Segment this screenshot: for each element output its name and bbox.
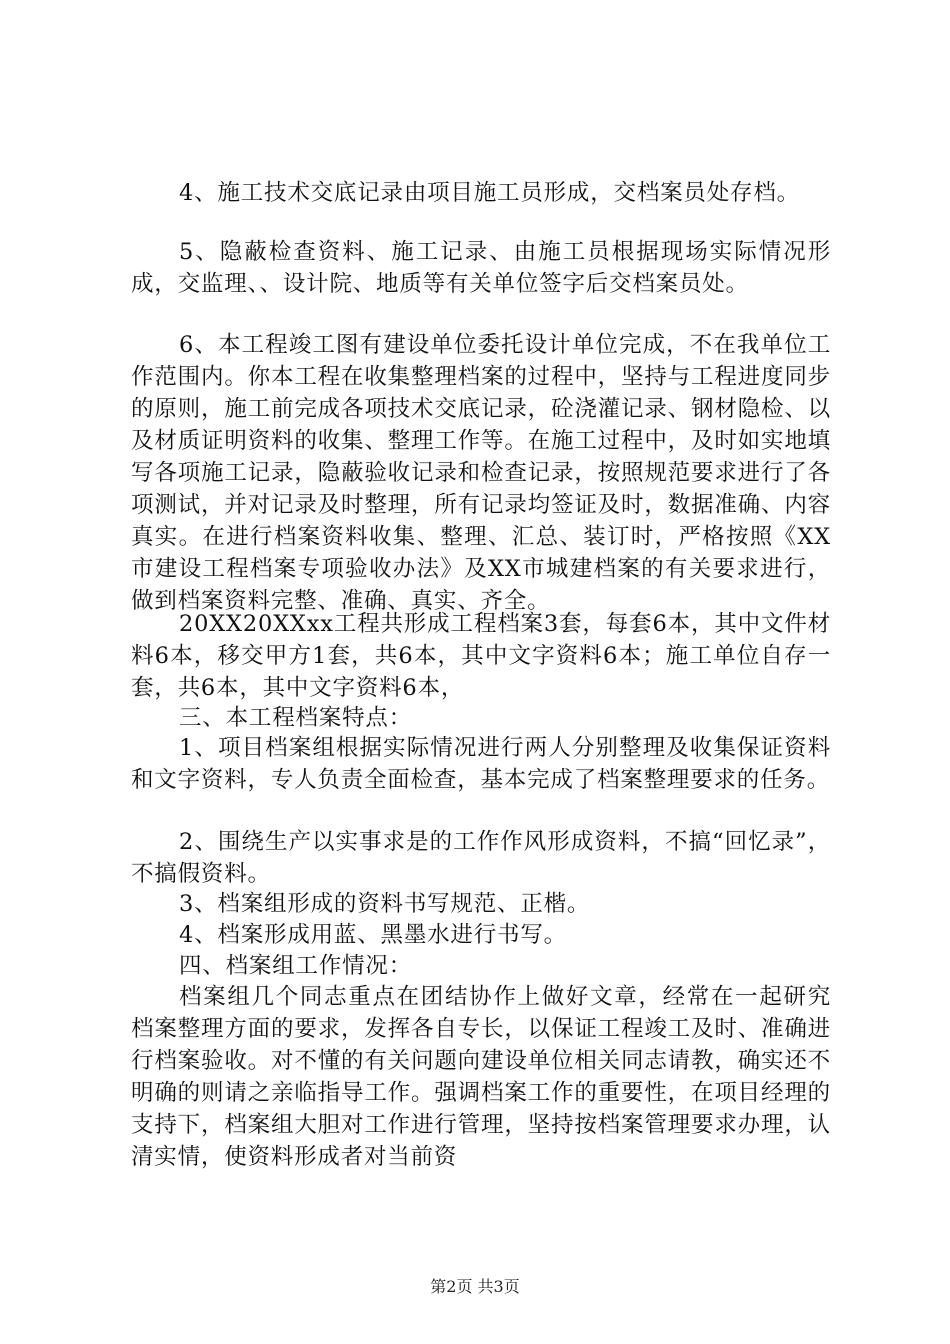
feature-item-2: 2、围绕生产以实事求是的工作作风形成资料，不搞“回忆录”，不搞假资料。	[131, 829, 831, 887]
paragraph-item-5: 5、隐蔽检查资料、施工记录、由施工员根据现场实际情况形成，交监理、、设计院、地质等有关单位签字后交档案员处。	[131, 239, 831, 297]
paragraph-item-6: 6、本工程竣工图有建设单位委托设计单位完成，不在我单位工作范围内。你本工程在收集整理档案的过程中，坚持与工程进度同步的原则，施工前完成各项技术交底记录，砼浇灌记录、钢材隐检、以及材质证明资料的收集、整理工作等。在施工过程中，及时如实地填写各项施工记录，隐蔽验收记录和检查记录，按照规范要求进行了各项测试，并对记录及时整理，所有记录均签证及时，数据准确、内容真实。在进行档案资料收集、整理、汇总、装订时，严格按照《XX市建设工程档案专项验收办法》及XX市城建档案的有关要求进行，做到档案资料完整、准确、真实、齐全。	[131, 332, 831, 614]
paragraph-item-4: 4、施工技术交底记录由项目施工员形成，交档案员处存档。	[179, 180, 800, 206]
paragraph-archive-count: 20XX20XXxx工程共形成工程档案3套，每套6本，其中文件材料6本，移交甲方1套，共6本，其中文字资料6本；施工单位自存一套，共6本，其中文字资料6本，	[131, 611, 831, 701]
paragraph-work-details: 档案组几个同志重点在团结协作上做好文章，经常在一起研究档案整理方面的要求，发挥各自专长，以保证工程竣工及时、准确进行档案验收。对不懂的有关问题向建设单位相关同志请教，确实还不明确的则请之亲临指导工作。强调档案工作的重要性，在项目经理的支持下，档案组大胆对工作进行管理，坚持按档案管理要求办理，认清实情，使资料形成者对当前资	[131, 984, 831, 1170]
feature-item-3: 3、档案组形成的资料书写规范、正楷。	[179, 891, 591, 917]
page-footer	[0, 1277, 950, 1297]
section-heading-features: 三、本工程档案特点：	[179, 705, 413, 731]
feature-item-1: 1、项目档案组根据实际情况进行两人分别整理及收集保证资料和文字资料，专人负责全面检查，基本完成了档案整理要求的任务。	[131, 735, 831, 793]
page-indicator: 第2页 共3页	[430, 1277, 520, 1296]
section-heading-work: 四、档案组工作情况：	[179, 953, 413, 979]
feature-item-4: 4、档案形成用蓝、黑墨水进行书写。	[179, 922, 567, 948]
